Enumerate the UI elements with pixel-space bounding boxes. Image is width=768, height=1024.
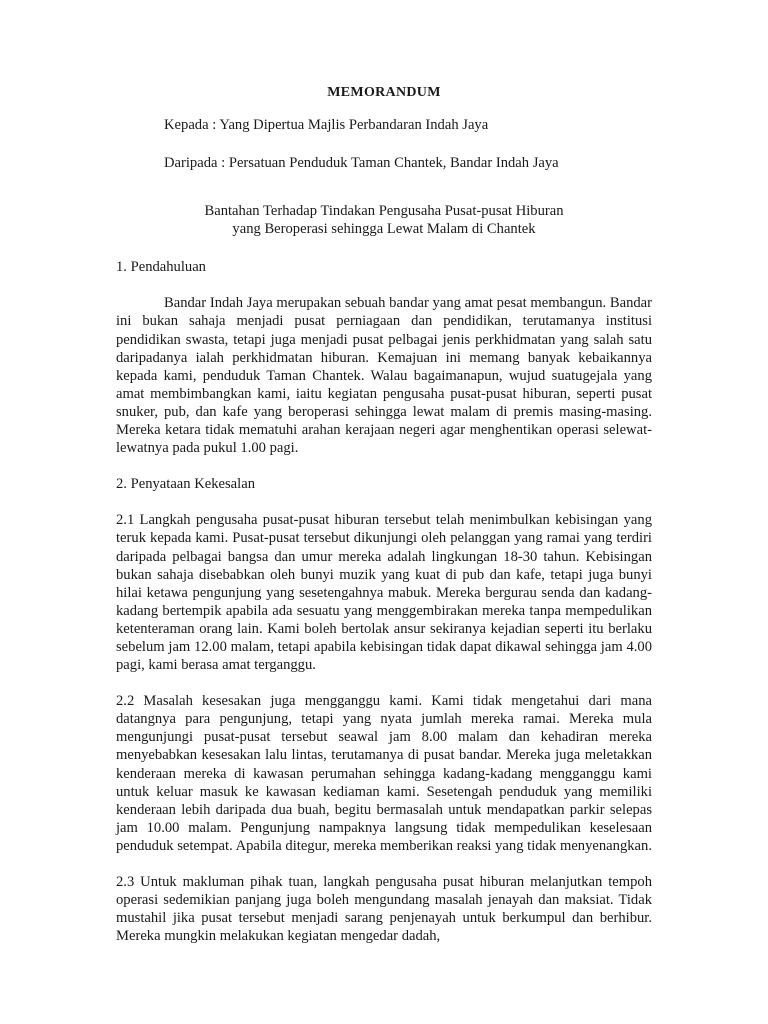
- section-2-1-paragraph: 2.1 Langkah pengusaha pusat-pusat hiburan tersebut telah menimbulkan kebisingan yang teruk kepada kami. Pusat-pusat tersebut dikunjungi oleh pelanggan yang ramai yang terdiri daripada pelbagai bangsa dan umur mereka adalah lingkungan 18-30 tahun. Kebisingan bukan sahaja disebabkan oleh bunyi muzik yang kuat di pub dan kafe, tetapi juga bunyi hilai ketawa pengunjung yang sesetengahnya mabuk. Mereka bergurau senda dan kadang-kadang bertempik apabila ada sesuatu yang menggembirakan mereka tanpa mempedulikan ketenteraman orang lain. Kami boleh bertolak ansur sekiranya kejadian seperti itu berlaku sebelum jam 12.00 malam, tetapi apabila kebisingan tidak dapat dikawal sehingga jam 4.00 pagi, kami berasa amat terganggu.: [116, 512, 652, 674]
- memo-subject-line-1: Bantahan Terhadap Tindakan Pengusaha Pusat-pusat Hiburan: [204, 203, 564, 220]
- memo-sender: Daripada : Persatuan Penduduk Taman Chantek, Bandar Indah Jaya: [164, 155, 559, 172]
- memo-subject-line-2: yang Beroperasi sehingga Lewat Malam di Chantek: [232, 221, 536, 238]
- memo-title: MEMORANDUM: [327, 85, 441, 100]
- section-1-heading: 1. Pendahuluan: [116, 259, 206, 276]
- memo-page: [116, 84, 652, 963]
- section-2-heading: 2. Penyataan Kekesalan: [116, 476, 255, 493]
- memo-subject: [116, 202, 652, 238]
- section-2-3-paragraph: 2.3 Untuk makluman pihak tuan, langkah pengusaha pusat hiburan melanjutkan tempoh operasi sedemikian panjang juga boleh mengundang masalah jenayah dan maksiat. Tidak mustahil jika pusat tersebut menjadi sarang penjenayah untuk berkumpul dan berhibur. Mereka mungkin melakukan kegiatan mengedar dadah,: [116, 874, 652, 945]
- section-2-2-paragraph: 2.2 Masalah kesesakan juga mengganggu kami. Kami tidak mengetahui dari mana datangnya para pengunjung, tetapi yang nyata jumlah mereka ramai. Mereka mula mengunjungi pusat-pusat tersebut seawal jam 8.00 malam dan kehadiran mereka menyebabkan kesesakan lalu lintas, terutamanya di pusat bandar. Mereka juga meletakkan kenderaan mereka di kawasan perumahan sehingga kadang-kadang mengganggu kami untuk keluar masuk ke kawasan kediaman kami. Sesetengah penduduk yang memiliki kenderaan lebih daripada dua buah, begitu bermasalah untuk mendapatkan parkir selepas jam 10.00 malam. Pengunjung nampaknya langsung tidak mempedulikan keselesaan penduduk setempat. Apabila ditegur, mereka memberikan reaksi yang tidak menyenangkan.: [116, 693, 652, 854]
- memo-recipient: Kepada : Yang Dipertua Majlis Perbandaran Indah Jaya: [164, 117, 489, 134]
- section-1-paragraph: Bandar Indah Jaya merupakan sebuah bandar yang amat pesat membangun. Bandar ini bukan sahaja menjadi pusat perniagaan dan pendidikan, terutamanya institusi pendidikan swasta, tetapi juga menjadi pusat pelbagai jenis perkhidmatan yang salah satu daripadanya ialah perkhidmatan hiburan. Kemajuan ini memang banyak kebaikannya kepada kami, penduduk Taman Chantek. Walau bagaimanapun, wujud suatugejala yang amat membimbangkan kami, iaitu kegiatan pengusaha pusat-pusat hiburan, seperti pusat snuker, pub, dan kafe yang beroperasi sehingga lewat malam di premis masing-masing. Mereka ketara tidak mematuhi arahan kerajaan negeri agar menghentikan operasi selewat-lewatnya pada pukul 1.00 pagi.: [116, 295, 652, 457]
